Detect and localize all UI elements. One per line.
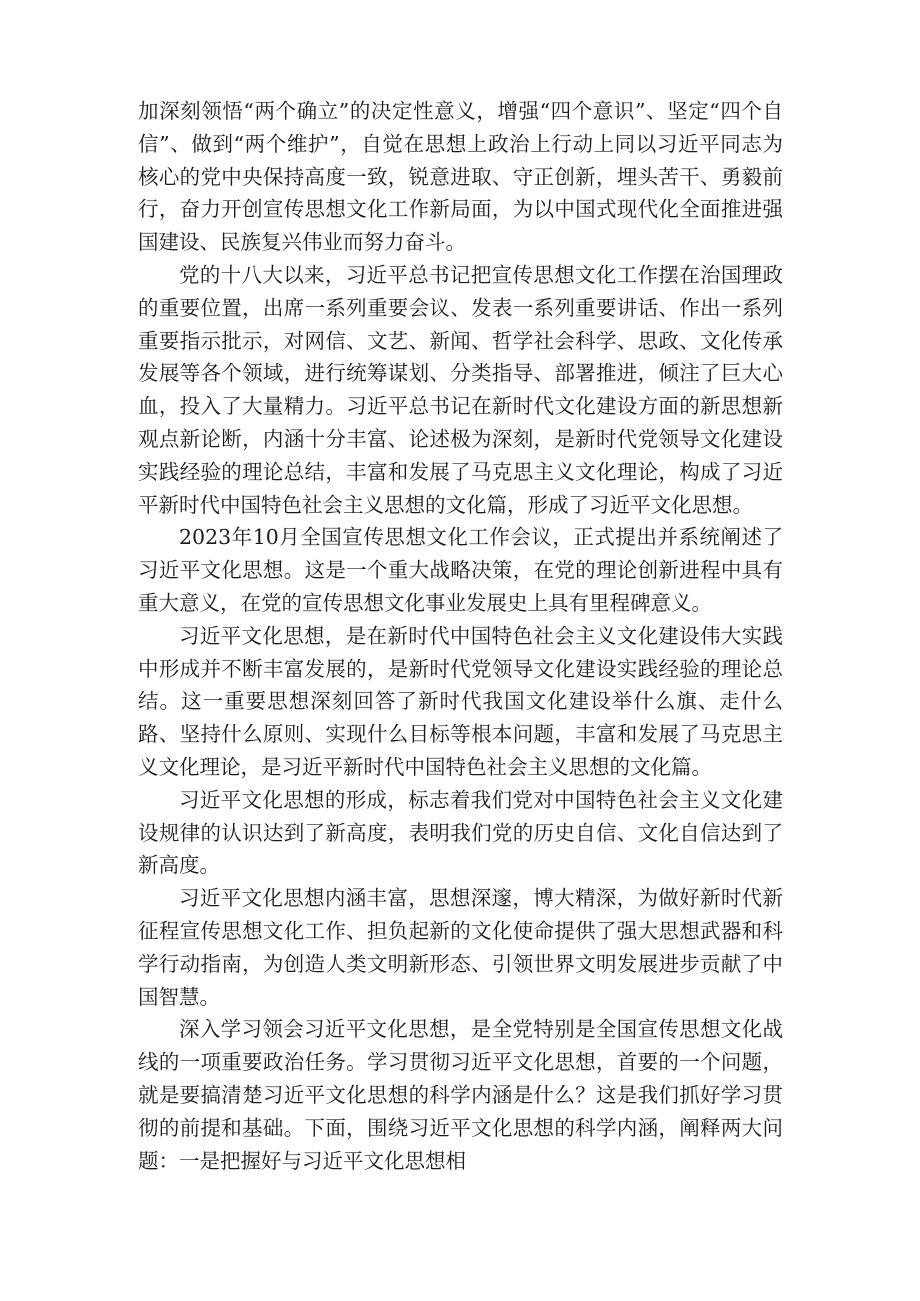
paragraph: 2023年10月全国宣传思想文化工作会议，正式提出并系统阐述了习近平文化思想。这是一个重大战略决策，在党的理论创新进程中具有重大意义，在党的宣传思想文化事业发展史上具有里程碑意义。 bbox=[138, 525, 783, 615]
paragraph: 党的十八大以来，习近平总书记把宣传思想文化工作摆在治国理政的重要位置，出席一系列重要会议、发表一系列重要讲话、作出一系列重要指示批示，对网信、文艺、新闻、哲学社会科学、思政、文化传承发展等各个领域，进行统筹谋划、分类指导、部署推进，倾注了巨大心血，投入了大量精力。习近平总书记在新时代文化建设方面的新思想新观点新论断，内涵十分丰富、论述极为深刻，是新时代党领导文化建设实践经验的理论总结，丰富和发展了马克思主义文化理论，构成了习近平新时代中国特色社会主义思想的文化篇，形成了习近平文化思想。 bbox=[138, 262, 783, 517]
paragraph-continuation: 加深刻领悟“两个确立”的决定性意义，增强“四个意识”、坚定“四个自信”、做到“两个维护”，自觉在思想上政治上行动上同以习近平同志为核心的党中央保持高度一致，锐意进取、守正创新，埋头苦干、勇毅前行，奋力开创宣传思想文化工作新局面，为以中国式现代化全面推进强国建设、民族复兴伟业而努力奋斗。 bbox=[138, 99, 783, 255]
paragraph: 习近平文化思想，是在新时代中国特色社会主义文化建设伟大实践中形成并不断丰富发展的，是新时代党领导文化建设实践经验的理论总结。这一重要思想深刻回答了新时代我国文化建设举什么旗、走什么路、坚持什么原则、实现什么目标等根本问题，丰富和发展了马克思主义文化理论，是习近平新时代中国特色社会主义思想的文化篇。 bbox=[138, 623, 783, 779]
paragraph: 习近平文化思想的形成，标志着我们党对中国特色社会主义文化建设规律的认识达到了新高度，表明我们党的历史自信、文化自信达到了新高度。 bbox=[138, 787, 783, 878]
document-body bbox=[138, 95, 783, 1177]
paragraph: 习近平文化思想内涵丰富，思想深邃，博大精深，为做好新时代新征程宣传思想文化工作、担负起新的文化使命提供了强大思想武器和科学行动指南，为创造人类文明新形态、引领世界文明发展进步贡献了中国智慧。 bbox=[138, 886, 783, 1009]
paragraph: 深入学习领会习近平文化思想，是全党特别是全国宣传思想文化战线的一项重要政治任务。学习贯彻习近平文化思想，首要的一个问题，就是要搞清楚习近平文化思想的科学内涵是什么？这是我们抓好学习贯彻的前提和基础。下面，围绕习近平文化思想的科学内涵，阐释两大问题：一是把握好与习近平文化思想相 bbox=[138, 1017, 783, 1173]
